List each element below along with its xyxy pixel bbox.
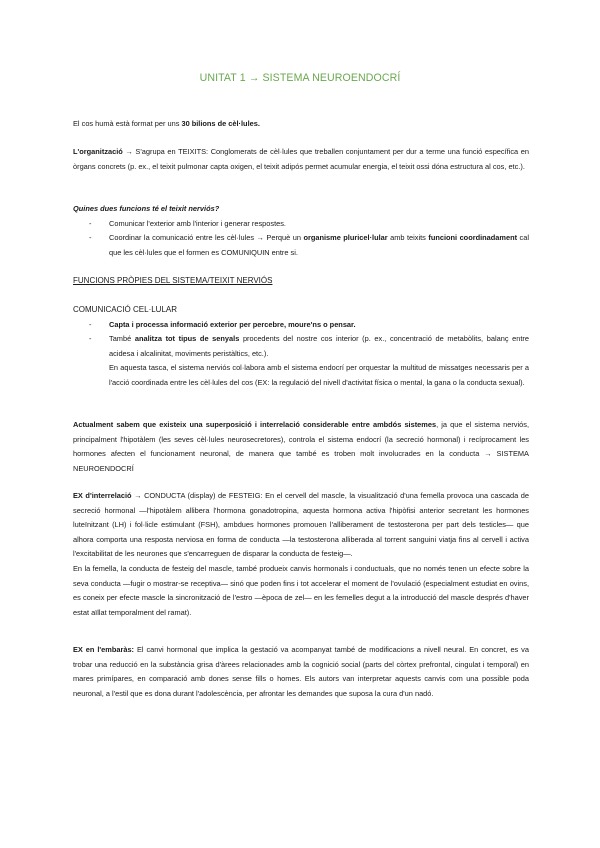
organization-paragraph	[73, 145, 529, 174]
interrelation-bold: Actualment sabem que existeix una superposició i interrelació considerable entre ambdós sistemes	[73, 420, 437, 429]
example-text: El canvi hormonal que implica la gestació va acompanyat també de modificacions a nivell neural. En concret, es va trobar una reducció en la substància grisa d'àrees relacionades amb la cognició social (parts del còrtex prefrontal, cingulat i temporal) en mares primípares, en comparació amb dones sense fills o homes. Els autors van interpretar aquests canvis com una possible poda neuronal, a l'estil que es dona durant l'adolescència, per afrontar les demandes que suposa la cura d'un nadó.	[73, 645, 529, 698]
section-heading: COMUNICACIÓ CEL·LULAR	[73, 305, 178, 314]
list-item: - Coordinar la comunicació entre les cèl·lules → Perquè un organisme pluricel·lular amb teixits funcioni coordinadament cal que les cèl·lules que el formen es COMUNIQUIN entre si.	[89, 233, 530, 257]
list-item: - Comunicar l'exterior amb l'interior i generar respostes.	[89, 218, 286, 228]
organization-label: L'organització	[73, 147, 123, 156]
interrelation-paragraph	[73, 418, 529, 476]
interrelation-text: , ja que el sistema nerviós, principalment l'hipotàlem (les seves cèl·lules neurosecretores), controla el sistema endocrí (la secreció hormonal) i recíprocament les hormones afecten el funcionament neuronal, de manera que també es troben molt involucrades en la conducta → SISTEMA NEUROENDOCRÍ	[73, 420, 530, 473]
list-item: - També analitza tot tipus de senyals procedents del nostre cos interior (p. ex., concentració de metabòlits, balanç entre acidesa i alcalinitat, moviments peristàltics, etc.).	[89, 334, 529, 358]
communication-list	[73, 318, 529, 362]
question-block	[73, 202, 529, 260]
list-item-text: També	[109, 334, 135, 344]
list-item-text: amb teixits	[387, 233, 429, 243]
example-text: → CONDUCTA (display) de FESTEIG: En el cervell del mascle, la visualització d'una femella provoca una cascada de secreció hormonal —l'hipotàlem allibera l'hormona gonadotropina, aquesta hormona activa l'hipòfisi anterior secretant les hormones luteïnitzant (LH) i fol·licle estimulant (FSH), ambdues hormones promouen l'alliberament de testosterona per part dels testicles— que alhora comporta una resposta nerviosa en forma de conducta —la testosterona alliberada al torrent sanguini viatja fins al cervell i activa l'excitabilitat de les neurones que s'encarreguen de disparar la conducta de festeig—.	[73, 491, 529, 559]
example-courtship-paragraph	[73, 489, 529, 562]
example-pregnancy-paragraph	[73, 643, 529, 701]
example-courtship-block	[73, 489, 529, 620]
example-label: EX en l'embaràs:	[73, 645, 135, 654]
example-female-paragraph: En la femella, la conducta de festeig del mascle, també produeix canvis hormonals i conductuals, que no només tenen un efecte sobre la seva conducta —fugir o mostrar-se receptiva— sinó que poden fins i tot accelerar el moment de l'ovulació (especialment estudiat en ovins, es coneix per efecte mascle la sincronització de l'estro —època de zel— en les femelles degut a la introducció del mascle després d'haver estat aïllat temporalment del ramat).	[73, 563, 529, 617]
list-item-text: Coordinar la comunicació entre les cèl·lules → Perquè un	[109, 233, 304, 243]
list-item-bold: analitza tot tipus de senyals	[134, 334, 240, 344]
question-heading: Quines dues funcions té el teixit nerviós?	[73, 204, 220, 213]
list-item-text: procedents del nostre cos interior (p. ex., concentració de metabòlits, balanç entre acidesa i alcalinitat, moviments peristàltics, etc.).	[109, 334, 529, 358]
section-title: FUNCIONS PRÒPIES DEL SISTEMA/TEIXIT NERVIÓS	[73, 276, 273, 285]
example-label: EX d'interrelació	[73, 491, 132, 500]
cell-communication-block	[73, 303, 529, 391]
list-item-text: Comunicar l'exterior amb l'interior i generar respostes.	[109, 218, 286, 228]
organization-text: → S'agrupa en TEIXITS: Conglomerats de cèl·lules que treballen conjuntament per dur a terme una funció específica en òrgans concrets (p. ex., el teixit pulmonar capta oxigen, el teixit adipós permet acumular energia, el teixit ossi dóna estructura al cos, etc.).	[73, 147, 529, 171]
list-item-bold: funcioni coordinadament	[428, 233, 518, 243]
intro-bold: 30 bilions de cèl·lules.	[181, 119, 260, 128]
list-item-bold: organisme pluricel·lular	[303, 233, 388, 243]
intro-text: El cos humà està format per uns	[73, 119, 182, 128]
question-list	[73, 217, 529, 261]
page-title: UNITAT 1 → SISTEMA NEUROENDOCRÍ	[199, 72, 401, 84]
list-item: - Capta i processa informació exterior per percebre, moure'ns o pensar.	[89, 319, 356, 329]
list-item-continuation: En aquesta tasca, el sistema nerviós col·labora amb el sistema endocrí per orquestar la multitud de missatges necessaris per a l'acció coordinada entre les cèl·lules del cos (EX: la regulació del nivell d'activitat física o mental, la gana o la conducta sexual).	[109, 363, 529, 387]
list-item-text: cal que les cèl·lules que el formen es COMUNIQUIN entre si.	[109, 233, 530, 257]
list-item-text: Capta i processa informació exterior per percebre, moure'ns o pensar.	[109, 319, 356, 329]
intro-paragraph	[73, 117, 529, 132]
